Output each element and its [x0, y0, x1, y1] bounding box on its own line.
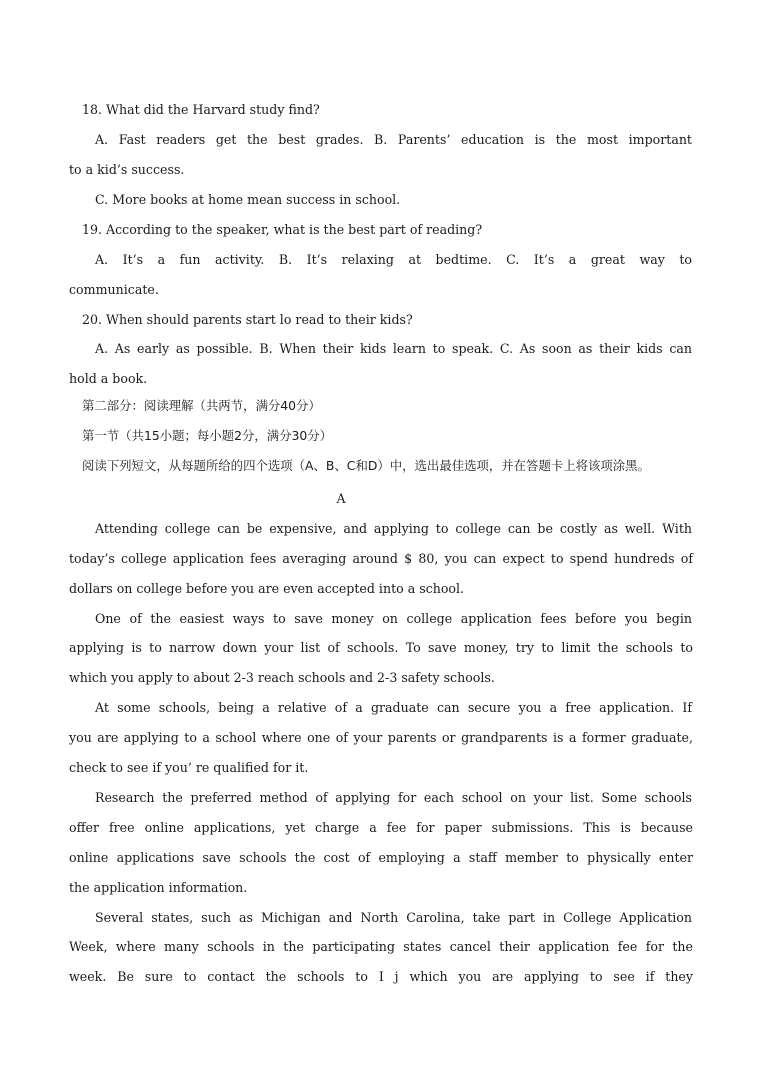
passage-line: Research the preferred method of applying for each school on your list. Some schools [95, 790, 692, 805]
instruction: 阅读下列短文，从每题所给的四个选项（A、B、C和D）中，选出最佳选项，并在答题卡上将该项涂黑。 [82, 458, 650, 473]
q18-options-line2: to a kid’s success. [69, 162, 185, 177]
q18-options-line1: A. Fast readers get the best grades. B. Parents’ education is the most important [95, 132, 692, 147]
passage-line: check to see if you’ re qualified for it. [69, 760, 309, 775]
passage-label: A [336, 491, 346, 506]
q19-options-line1: A. It’s a fun activity. B. It’s relaxing at bedtime. C. It’s a great way to [95, 252, 692, 267]
passage-line: offer free online applications, yet charge a fee for paper submissions. This is because [69, 820, 693, 835]
passage-line: week. Be sure to contact the schools to I j which you are applying to see if they [69, 969, 693, 984]
q20-options-line2: hold a book. [69, 371, 148, 386]
passage-line: Week, where many schools in the participating states cancel their application fee for the [69, 939, 693, 954]
q20-options-line1: A. As early as possible. B. When their kids learn to speak. C. As soon as their kids can [95, 341, 692, 356]
q18-stem: 18. What did the Harvard study find? [82, 102, 320, 117]
passage-line: online applications save schools the cost of employing a staff member to physically enter [69, 850, 693, 865]
passage-line: you are applying to a school where one of your parents or grandparents is a former graduate, [69, 730, 693, 745]
passage-line: At some schools, being a relative of a graduate can secure you a free application. If [95, 700, 692, 715]
q20-stem: 20. When should parents start lo read to their kids? [82, 312, 413, 327]
passage-line: Attending college can be expensive, and applying to college can be costly as well. With [95, 521, 692, 536]
part-title: 第二部分：阅读理解（共两节，满分40分） [82, 398, 321, 413]
passage-line: dollars on college before you are even accepted into a school. [69, 581, 465, 596]
q19-stem: 19. According to the speaker, what is the best part of reading? [82, 222, 483, 237]
q19-options-line2: communicate. [69, 282, 159, 297]
subsection-title: 第一节（共15小题；每小题2分，满分30分） [82, 428, 333, 443]
passage-line: today’s college application fees averaging around $ 80, you can expect to spend hundreds of [69, 551, 693, 566]
passage-line: the application information. [69, 880, 248, 895]
passage-line: which you apply to about 2-3 reach schools and 2-3 safety schools. [69, 670, 495, 685]
passage-line: One of the easiest ways to save money on college application fees before you begin [95, 611, 692, 626]
q18-options-line3: C. More books at home mean success in school. [95, 192, 401, 207]
passage-line: Several states, such as Michigan and North Carolina, take part in College Application [95, 910, 692, 925]
passage-line: applying is to narrow down your list of schools. To save money, try to limit the schools to [69, 640, 693, 655]
